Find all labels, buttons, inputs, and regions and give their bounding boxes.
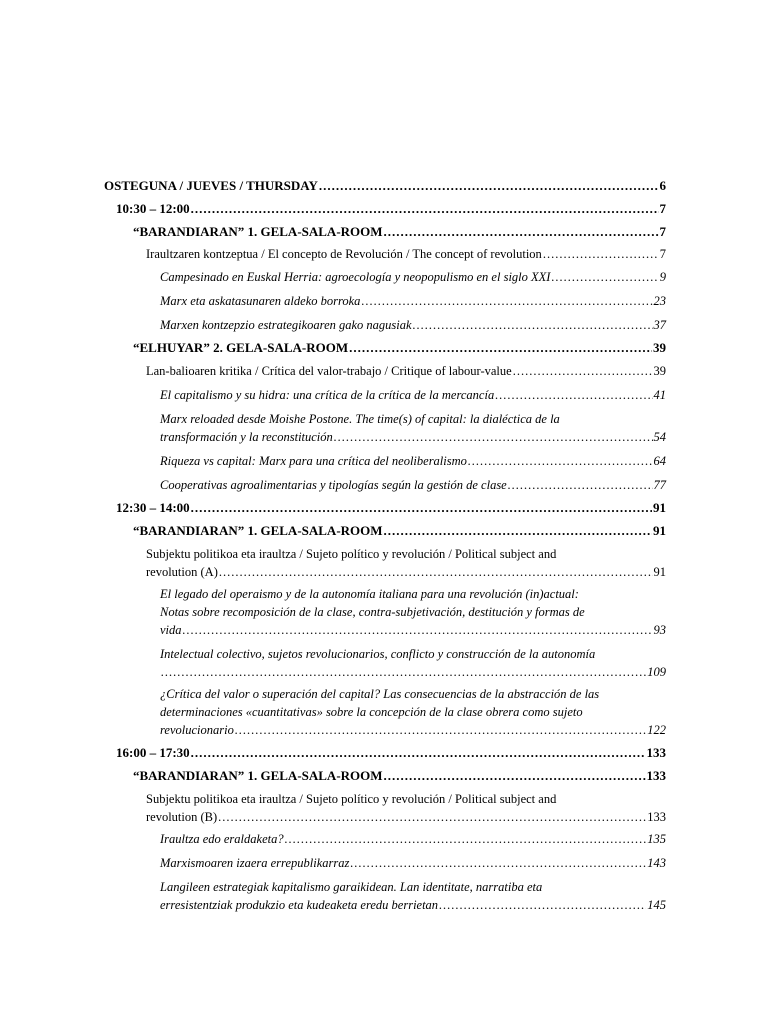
dot-leader — [543, 245, 659, 263]
toc-page-number: 37 — [653, 318, 666, 332]
toc-session-title[interactable] — [146, 362, 666, 380]
dot-leader — [513, 362, 653, 380]
toc-entry-text-line: Langileen estrategiak kapitalismo garaikidean. Lan identitate, narratiba eta — [160, 880, 543, 894]
toc-entry-text-line: transformación y la reconstitución — [160, 430, 333, 444]
toc-paper-entry[interactable] — [160, 316, 666, 334]
toc-day-heading[interactable] — [104, 177, 666, 195]
dot-leader — [191, 200, 659, 218]
toc-paper-entry[interactable] — [160, 830, 666, 848]
toc-entry-text-line: revolution (B) — [146, 810, 218, 824]
toc-page-number: 64 — [653, 454, 666, 468]
toc-room-heading[interactable] — [133, 522, 666, 540]
dot-leader — [439, 896, 646, 914]
toc-entry-text-line: El legado del operaismo y de la autonomía italiana para una revolución (in)actual: — [160, 587, 579, 601]
toc-entry-text-line: Subjektu politikoa eta iraultza / Sujeto político y revolución / Political subject and — [146, 547, 557, 561]
dot-leader — [349, 339, 652, 357]
toc-entry-text-line: Notas sobre recomposición de la clase, contra-subjetivación, destitución y formas de — [160, 605, 585, 619]
toc-page-number: 6 — [659, 178, 666, 193]
dot-leader — [361, 292, 652, 310]
toc-room-heading[interactable] — [133, 339, 666, 357]
toc-page-number: 122 — [647, 723, 666, 737]
dot-leader — [350, 854, 646, 872]
toc-page-number: 7 — [659, 224, 666, 239]
toc-entry-text-line: Marx reloaded desde Moishe Postone. The time(s) of capital: la dialéctica de la — [160, 412, 560, 426]
toc-entry-text: Iraultzaren kontzeptua / El concepto de Revolución / The concept of revolution — [146, 247, 542, 261]
dot-leader — [218, 808, 646, 826]
toc-entry-text: “ELHUYAR” 2. GELA-SALA-ROOM — [133, 340, 349, 355]
toc-entry-text: 10:30 – 12:00 — [116, 201, 190, 216]
toc-time-slot[interactable] — [116, 744, 666, 762]
dot-leader — [413, 316, 653, 334]
toc-entry-text: Cooperativas agroalimentarias y tipologías según la gestión de clase — [160, 478, 507, 492]
toc-paper-entry[interactable] — [160, 645, 666, 681]
toc-page-number: 133 — [646, 745, 666, 760]
toc-entry-text-line: erresistentziak produkzio eta kudeaketa eredu berrietan — [160, 898, 439, 912]
toc-session-title[interactable] — [146, 790, 666, 826]
toc-time-slot[interactable] — [116, 499, 666, 517]
toc-entry-text: Riqueza vs capital: Marx para una crítica del neoliberalismo — [160, 454, 467, 468]
toc-entry-text-line: determinaciones «cuantitativas» sobre la concepción de la clase obrera como sujeto — [160, 705, 583, 719]
toc-paper-entry[interactable] — [160, 854, 666, 872]
toc-paper-entry[interactable] — [160, 292, 666, 310]
toc-entry-text: Iraultza edo eraldaketa? — [160, 832, 284, 846]
toc-page-number: 143 — [647, 856, 666, 870]
toc-page-number: 77 — [653, 478, 666, 492]
toc-entry-text-line: revolution (A) — [146, 565, 218, 579]
dot-leader — [183, 621, 653, 639]
dot-leader — [384, 767, 646, 785]
toc-paper-entry[interactable] — [160, 685, 666, 739]
toc-page-number: 7 — [659, 201, 666, 216]
dot-leader — [161, 663, 646, 681]
dot-leader — [468, 452, 653, 470]
toc-paper-entry[interactable] — [160, 410, 666, 446]
toc-entry-text: “BARANDIARAN” 1. GELA-SALA-ROOM — [133, 523, 383, 538]
toc-paper-entry[interactable] — [160, 585, 666, 639]
toc-session-title[interactable] — [146, 245, 666, 263]
dot-leader — [384, 522, 652, 540]
dot-leader — [319, 177, 659, 195]
toc-page-number: 39 — [653, 340, 666, 355]
dot-leader — [235, 721, 646, 739]
toc-page-number: 93 — [653, 623, 666, 637]
toc-page-number: 41 — [653, 388, 666, 402]
toc-room-heading[interactable] — [133, 223, 666, 241]
toc-entry-text: Marx eta askatasunaren aldeko borroka — [160, 294, 361, 308]
toc-page-number: 135 — [647, 832, 666, 846]
toc-entry-text: 16:00 – 17:30 — [116, 745, 190, 760]
toc-page-number: 9 — [659, 270, 666, 284]
toc-page-number: 133 — [646, 768, 666, 783]
toc-entry-text: Marxen kontzepzio estrategikoaren gako nagusiak — [160, 318, 412, 332]
toc-page-number: 23 — [653, 294, 666, 308]
dot-leader — [219, 563, 653, 581]
dot-leader — [495, 386, 652, 404]
toc-entry-text-line: vida — [160, 623, 182, 637]
toc-page-number: 133 — [647, 810, 666, 824]
toc-entry-text: El capitalismo y su hidra: una crítica de la crítica de la mercancía — [160, 388, 495, 402]
toc-time-slot[interactable] — [116, 200, 666, 218]
toc-page-number: 7 — [659, 247, 666, 261]
toc-page-number: 91 — [653, 565, 666, 579]
dot-leader — [285, 830, 647, 848]
toc-paper-entry[interactable] — [160, 268, 666, 286]
toc-entry-text-line: revolucionario — [160, 723, 234, 737]
toc-room-heading[interactable] — [133, 767, 666, 785]
toc-page-number: 145 — [647, 898, 666, 912]
toc-entry-text: “BARANDIARAN” 1. GELA-SALA-ROOM — [133, 224, 383, 239]
toc-session-title[interactable] — [146, 545, 666, 581]
toc-entry-text: Campesinado en Euskal Herria: agroecología y neopopulismo en el siglo XXI — [160, 270, 551, 284]
dot-leader — [191, 499, 652, 517]
toc-entry-text: 12:30 – 14:00 — [116, 500, 190, 515]
toc-entry-text-line: ¿Crítica del valor o superación del capital? Las consecuencias de la abstracción de las — [160, 687, 600, 701]
toc-entry-text-line: Intelectual colectivo, sujetos revolucionarios, conflicto y construcción de la autonomía — [160, 647, 596, 661]
toc-page-number: 109 — [647, 665, 666, 679]
toc-page-number: 91 — [653, 500, 666, 515]
dot-leader — [334, 428, 653, 446]
toc-entry-text: OSTEGUNA / JUEVES / THURSDAY — [104, 178, 318, 193]
toc-paper-entry[interactable] — [160, 452, 666, 470]
toc-entry-text: Lan-balioaren kritika / Crítica del valor-trabajo / Critique of labour-value — [146, 364, 512, 378]
toc-paper-entry[interactable] — [160, 878, 666, 914]
toc-page-number: 91 — [653, 523, 666, 538]
toc-paper-entry[interactable] — [160, 386, 666, 404]
dot-leader — [384, 223, 659, 241]
toc-page-number: 39 — [653, 364, 666, 378]
toc-entry-text: Marxismoaren izaera errepublikarraz — [160, 856, 350, 870]
dot-leader — [508, 476, 653, 494]
dot-leader — [191, 744, 646, 762]
dot-leader — [551, 268, 658, 286]
toc-page-number: 54 — [653, 430, 666, 444]
toc-entry-text-line: Subjektu politikoa eta iraultza / Sujeto político y revolución / Political subject and — [146, 792, 557, 806]
toc-paper-entry[interactable] — [160, 476, 666, 494]
toc-entry-text: “BARANDIARAN” 1. GELA-SALA-ROOM — [133, 768, 383, 783]
